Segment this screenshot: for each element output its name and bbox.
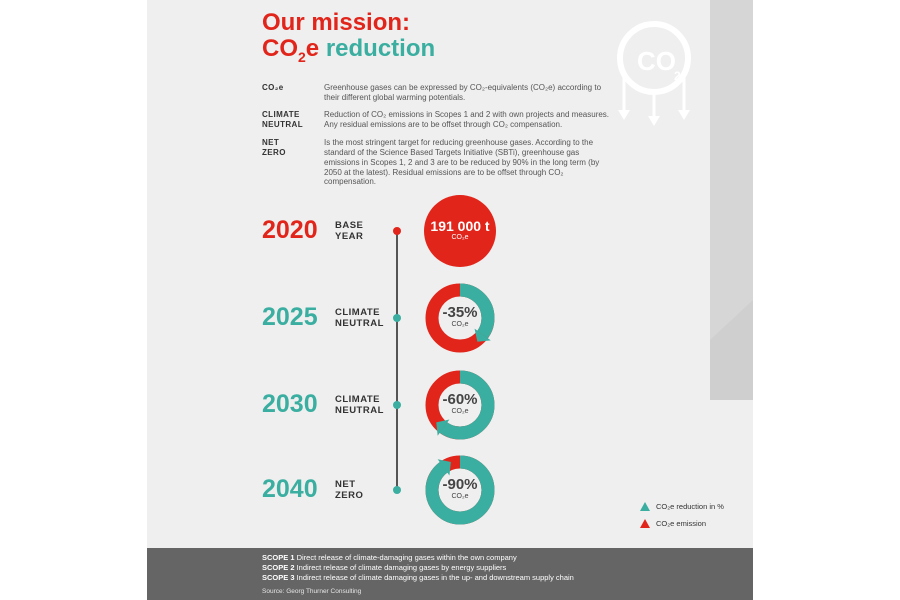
infographic-panel xyxy=(147,0,753,600)
scope-3: SCOPE 3 Indirect release of climate damaging gases in the up- and downstream supply chain xyxy=(262,573,574,582)
co2-reduction-icon xyxy=(607,8,697,128)
timeline-dot xyxy=(393,486,401,494)
milestone-label: NET ZERO xyxy=(335,479,364,501)
definition-term: CO₂e xyxy=(262,83,284,92)
definition-text: Is the most stringent target for reducing greenhouse gases. According to the standard of the Science Based Targets Initiative (SBTi), greenhouse gas emissions in Scopes 1, 2 and 3 are to be reduced by 90% in the long term (by 2050 at the latest). Residual emissions are to be offset through CO₂ compensation. xyxy=(324,138,600,187)
milestone-label: CLIMATE NEUTRAL xyxy=(335,394,384,416)
milestone-label: CLIMATE NEUTRAL xyxy=(335,307,384,329)
milestone-value: -90% CO₂e xyxy=(442,476,478,500)
milestone-label: BASE YEAR xyxy=(335,220,364,242)
scope-1: SCOPE 1 Direct release of climate-damaging gases within the own company xyxy=(262,553,517,562)
timeline-dot xyxy=(393,401,401,409)
title-line-2: $CO_2e$ reduction xyxy=(262,35,436,65)
legend-emission: CO₂e emission xyxy=(640,518,724,529)
timeline-dot xyxy=(393,314,401,322)
timeline-dot xyxy=(393,227,401,235)
definition-text: Greenhouse gases can be expressed by CO₂-equivalents (CO₂e) according to their different global warming potentials. xyxy=(324,83,602,102)
footer-scopes xyxy=(147,548,753,600)
milestone-value: -35% CO₂e xyxy=(442,304,478,328)
milestone-value: 191 000 t CO₂e xyxy=(430,218,490,241)
milestone-year: 2030 xyxy=(262,390,318,418)
timeline-line xyxy=(396,231,398,491)
source-note: Source: Georg Thurner Consulting xyxy=(262,588,362,595)
legend xyxy=(640,501,724,535)
definition-climate-neutral xyxy=(262,110,612,130)
definition-co2e xyxy=(262,83,612,102)
definition-net-zero xyxy=(262,138,612,187)
milestone-year: 2025 xyxy=(262,303,318,331)
svg-text:CO: CO xyxy=(637,46,676,76)
milestone-value: -60% CO₂e xyxy=(442,391,478,415)
scope-2: SCOPE 2 Indirect release of climate damaging gases by energy suppliers xyxy=(262,563,507,572)
teal-triangle-icon xyxy=(640,502,650,511)
page-title: Our mission: $CO_2e$ reduction xyxy=(262,9,436,65)
legend-reduction: CO₂e reduction in % xyxy=(640,501,724,512)
svg-text:2: 2 xyxy=(674,69,681,83)
definition-text: Reduction of CO₂ emissions in Scopes 1 and 2 with own projects and measures. Any residual emissions are to be offset through CO₂ compensation. xyxy=(324,110,610,130)
definition-term: NET ZERO xyxy=(262,138,286,158)
definitions-list xyxy=(262,83,612,195)
milestone-year: 2040 xyxy=(262,475,318,503)
definition-term: CLIMATE NEUTRAL xyxy=(262,110,304,130)
red-triangle-icon xyxy=(640,519,650,528)
milestone-year: 2020 xyxy=(262,216,318,244)
